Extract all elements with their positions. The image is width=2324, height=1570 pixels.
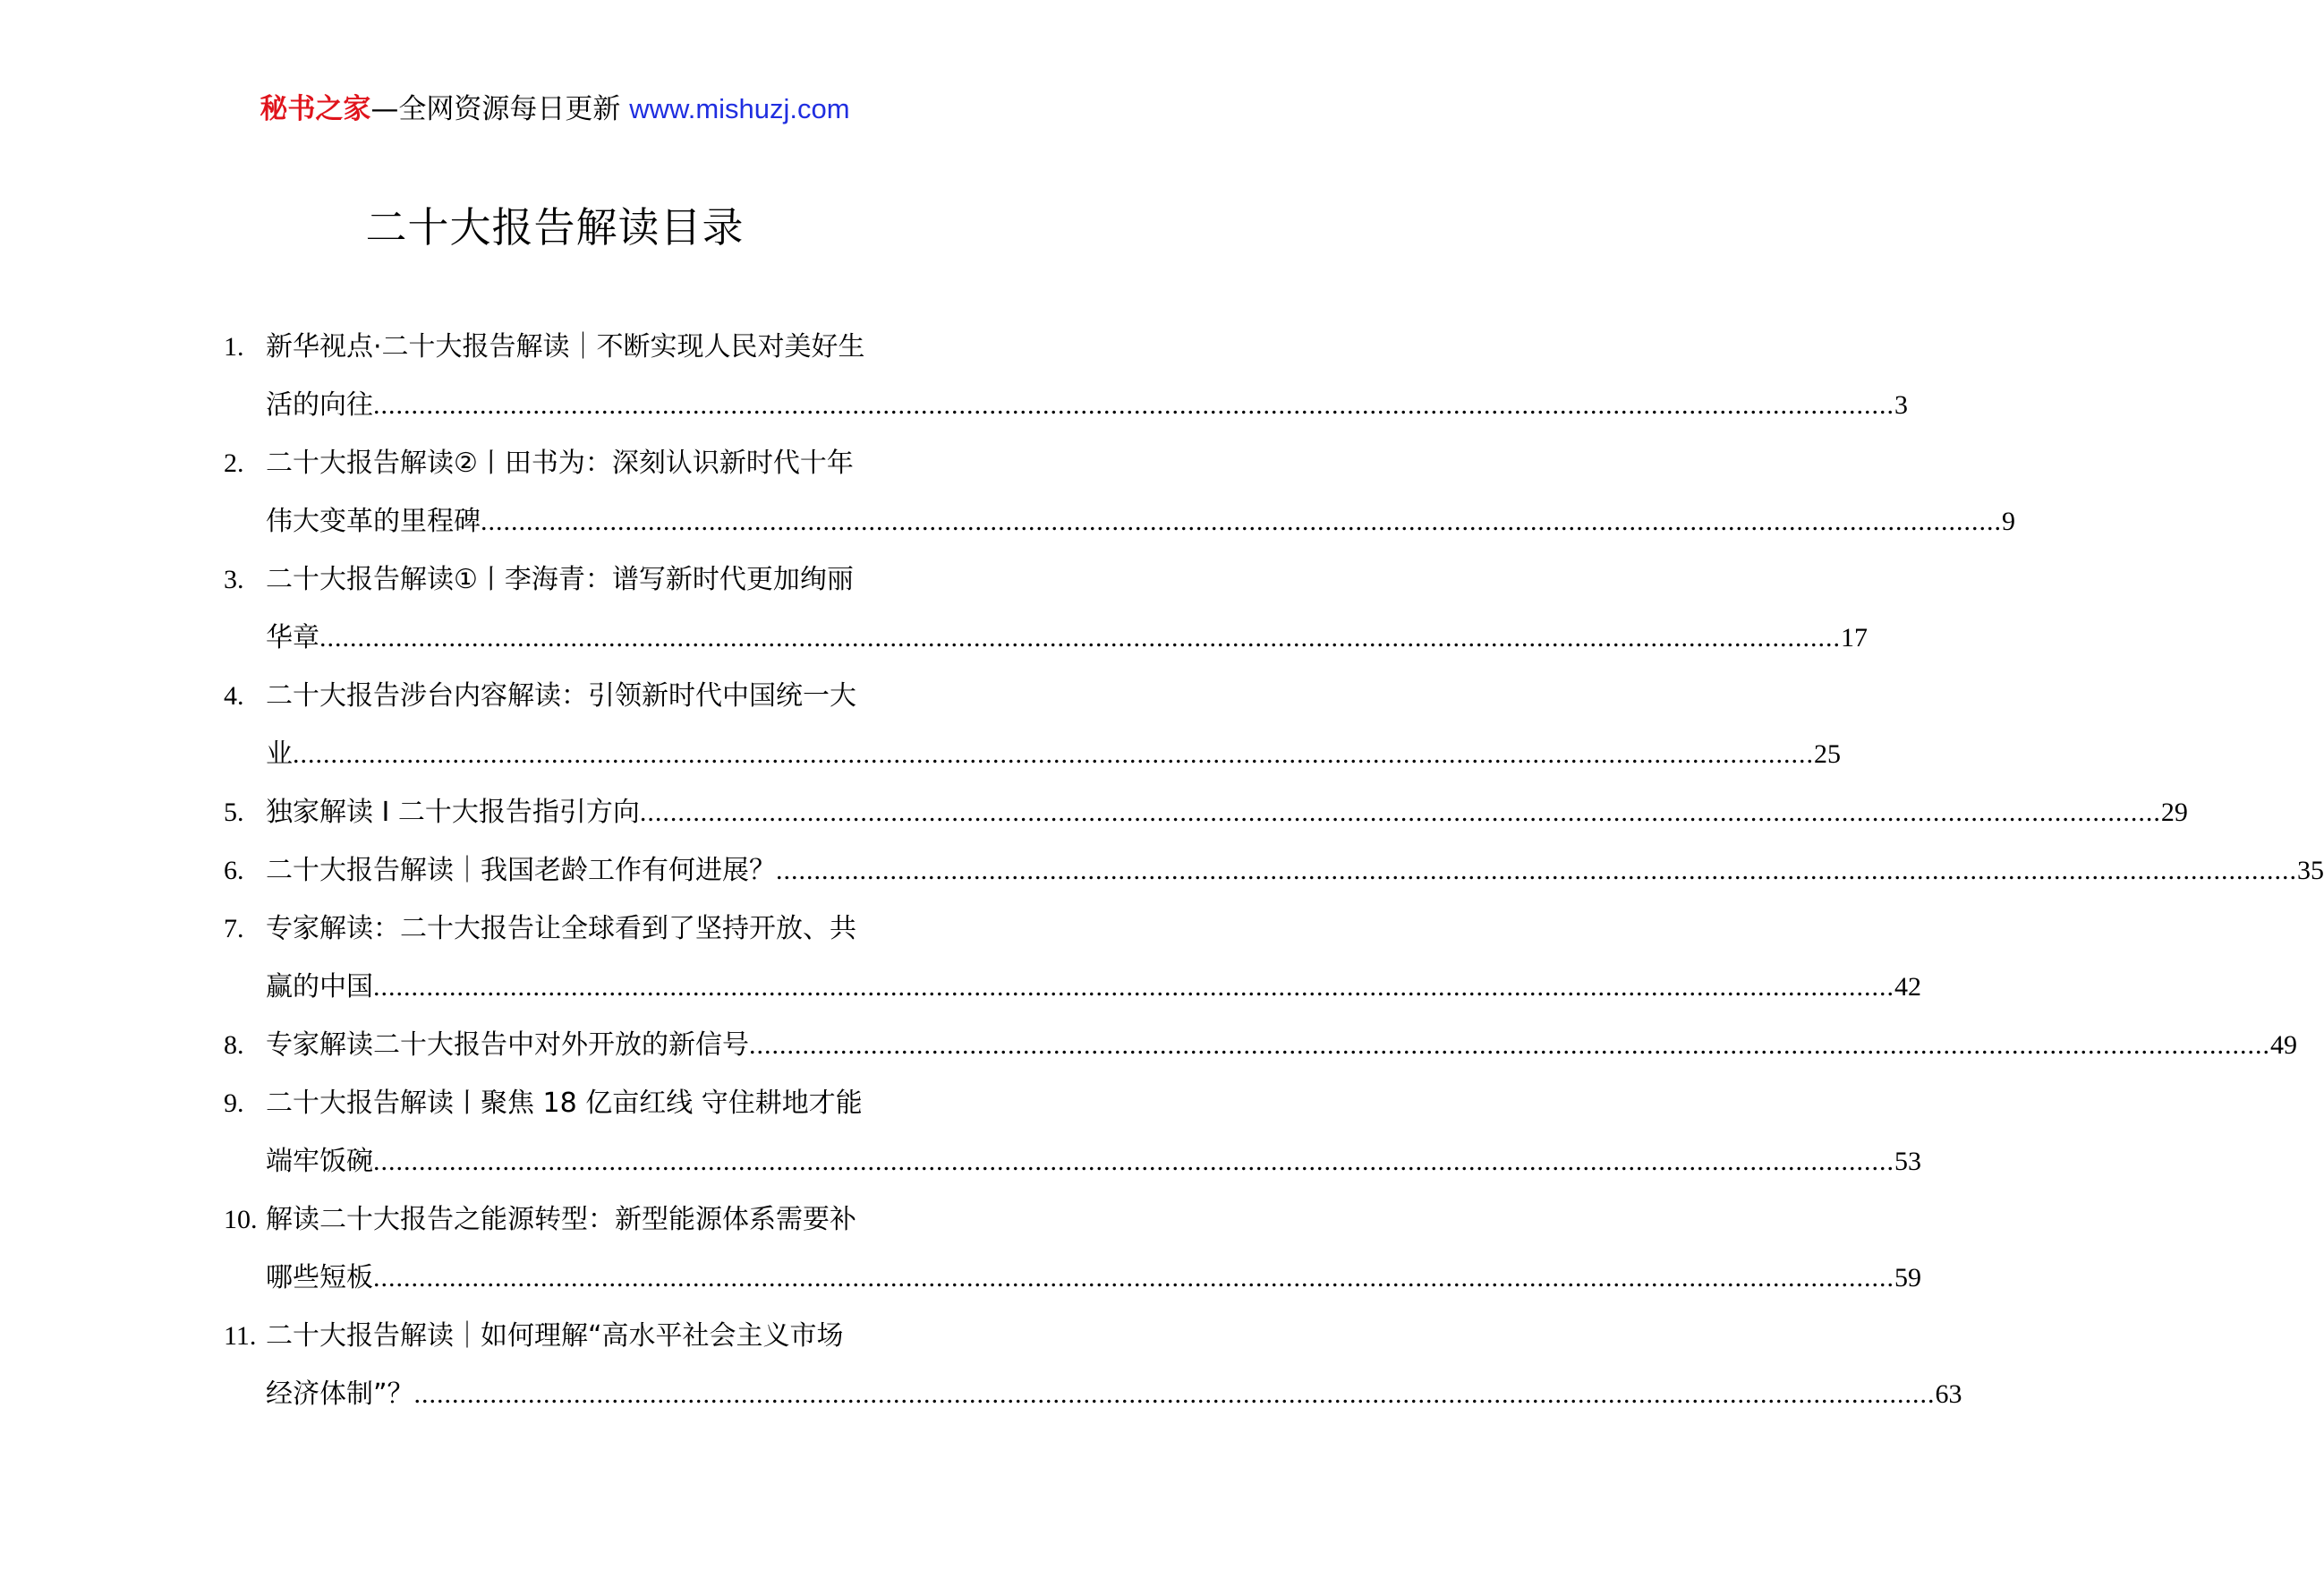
toc-entry-title-line1: 解读二十大报告之能源转型：新型能源体系需要补 bbox=[266, 1204, 856, 1235]
toc-entry-title-line1: 二十大报告涉台内容解读：引领新时代中国统一大 bbox=[266, 680, 856, 712]
toc-entry-number: 3. bbox=[224, 565, 244, 594]
toc-entry[interactable] bbox=[224, 1016, 2297, 1074]
brand-name: 秘书之家 bbox=[260, 93, 371, 125]
toc-entry-text bbox=[266, 667, 1841, 783]
toc-entry-number: 5. bbox=[224, 798, 244, 827]
toc-entry-last-line bbox=[266, 783, 2188, 841]
toc-entry-page: 9 bbox=[2002, 507, 2015, 536]
dot-leader: ........................................................................................................................................................................................................ bbox=[749, 1030, 2270, 1060]
toc-entry-text bbox=[266, 550, 1868, 667]
toc-entry-title-line1: 二十大报告解读①丨李海青：谱写新时代更加绚丽 bbox=[266, 564, 854, 595]
toc-entry-text bbox=[266, 1307, 1962, 1423]
toc-entry-text bbox=[266, 1016, 2297, 1074]
toc-entry-page: 63 bbox=[1935, 1379, 1962, 1409]
toc-entry-number: 1. bbox=[224, 332, 244, 362]
toc-entry[interactable] bbox=[224, 667, 1841, 783]
toc-entry-title-line2: 活的向往 bbox=[266, 389, 373, 421]
toc-entry-text bbox=[266, 841, 2324, 900]
toc-entry-title-line2: 业 bbox=[266, 738, 293, 770]
table-of-contents bbox=[224, 318, 2324, 1423]
toc-entry-text bbox=[266, 318, 1908, 434]
toc-entry[interactable] bbox=[224, 1307, 1962, 1423]
toc-entry-text bbox=[266, 783, 2188, 841]
toc-entry-last-line bbox=[266, 725, 1841, 783]
toc-entry-page: 17 bbox=[1841, 623, 1868, 653]
toc-entry[interactable] bbox=[224, 1190, 1921, 1307]
toc-entry-title-line2: 经济体制”？ bbox=[266, 1378, 414, 1410]
toc-entry-title-line2: 伟大变革的里程碑 bbox=[266, 506, 481, 537]
toc-entry-page: 53 bbox=[1894, 1147, 1921, 1176]
dot-leader: ........................................................................................................................................................................................................ bbox=[293, 739, 1814, 769]
dot-leader: ........................................................................................................................................................................................................ bbox=[373, 1147, 1894, 1176]
toc-entry-number: 9. bbox=[224, 1088, 244, 1118]
dot-leader: ........................................................................................................................................................................................................ bbox=[373, 1263, 1894, 1293]
toc-entry-title-line1: 新华视点·二十大报告解读｜不断实现人民对美好生 bbox=[266, 331, 865, 363]
toc-entry-last-line bbox=[266, 492, 2015, 550]
toc-entry-number: 11. bbox=[224, 1321, 257, 1351]
site-url-link[interactable]: www.mishuzj.com bbox=[629, 93, 850, 124]
site-header bbox=[0, 90, 1110, 129]
toc-entry-last-line bbox=[266, 376, 1908, 434]
toc-entry-title-line2: 二十大报告解读｜我国老龄工作有何进展？ bbox=[266, 855, 776, 886]
toc-entry-text bbox=[266, 1190, 1921, 1307]
toc-entry-last-line bbox=[266, 1365, 1962, 1423]
toc-entry-page: 49 bbox=[2270, 1030, 2297, 1060]
toc-entry-text bbox=[266, 900, 1921, 1016]
toc-entry-page: 3 bbox=[1894, 390, 1908, 420]
toc-entry-page: 42 bbox=[1894, 972, 1921, 1002]
toc-entry-last-line bbox=[266, 1249, 1921, 1307]
toc-entry-last-line bbox=[266, 841, 2324, 900]
toc-entry-number: 6. bbox=[224, 856, 244, 885]
toc-entry-number: 2. bbox=[224, 448, 244, 478]
toc-entry-page: 35 bbox=[2297, 856, 2324, 885]
dot-leader: ........................................................................................................................................................................................................ bbox=[319, 623, 1841, 653]
toc-entry[interactable] bbox=[224, 550, 1868, 667]
toc-entry-title-line1: 二十大报告解读丨聚焦 18 亿亩红线 守住耕地才能 bbox=[266, 1088, 863, 1119]
toc-entry-title-line2: 哪些短板 bbox=[266, 1262, 373, 1293]
toc-entry-last-line bbox=[266, 1016, 2297, 1074]
toc-entry-page: 29 bbox=[2160, 798, 2188, 827]
dot-leader: ........................................................................................................................................................................................................ bbox=[373, 390, 1894, 420]
toc-entry[interactable] bbox=[224, 783, 2188, 841]
toc-entry-title-line2: 端牢饭碗 bbox=[266, 1146, 373, 1177]
toc-entry[interactable] bbox=[224, 1074, 1921, 1190]
toc-entry-text bbox=[266, 434, 2015, 550]
toc-entry-title-line1: 二十大报告解读②丨田书为：深刻认识新时代十年 bbox=[266, 448, 854, 479]
dot-leader: ........................................................................................................................................................................................................ bbox=[639, 798, 2161, 827]
toc-entry-last-line bbox=[266, 609, 1868, 667]
toc-entry[interactable] bbox=[224, 318, 1908, 434]
toc-entry-text bbox=[266, 1074, 1921, 1190]
toc-entry-title-line2: 专家解读二十大报告中对外开放的新信号 bbox=[266, 1029, 749, 1061]
toc-entry-last-line bbox=[266, 958, 1921, 1016]
toc-entry-title-line2: 独家解读 I 二十大报告指引方向 bbox=[266, 797, 640, 828]
dot-leader: ........................................................................................................................................................................................................ bbox=[413, 1379, 1936, 1409]
toc-entry-page: 59 bbox=[1894, 1263, 1921, 1293]
toc-entry-title-line1: 二十大报告解读｜如何理解“高水平社会主义市场 bbox=[266, 1320, 844, 1352]
toc-entry-number: 4. bbox=[224, 681, 244, 711]
toc-entry-title-line1: 专家解读：二十大报告让全球看到了坚持开放、共 bbox=[266, 913, 856, 944]
dot-leader: ........................................................................................................................................................................................................ bbox=[776, 856, 2297, 885]
toc-entry-page: 25 bbox=[1814, 739, 1841, 769]
document-title: 二十大报告解读目录 bbox=[365, 203, 745, 252]
dot-leader: ........................................................................................................................................................................................................ bbox=[481, 507, 2002, 536]
toc-entry-number: 8. bbox=[224, 1030, 244, 1060]
toc-entry-title-line2: 赢的中国 bbox=[266, 971, 373, 1003]
toc-entry[interactable] bbox=[224, 841, 2324, 900]
toc-entry-number: 7. bbox=[224, 914, 244, 943]
toc-entry-number: 10. bbox=[224, 1205, 258, 1234]
toc-entry-title-line2: 华章 bbox=[266, 622, 319, 653]
toc-entry[interactable] bbox=[224, 434, 2015, 550]
toc-entry-last-line bbox=[266, 1132, 1921, 1190]
toc-entry[interactable] bbox=[224, 900, 1921, 1016]
dot-leader: ........................................................................................................................................................................................................ bbox=[373, 972, 1894, 1002]
site-slogan: —全网资源每日更新 bbox=[370, 93, 621, 125]
